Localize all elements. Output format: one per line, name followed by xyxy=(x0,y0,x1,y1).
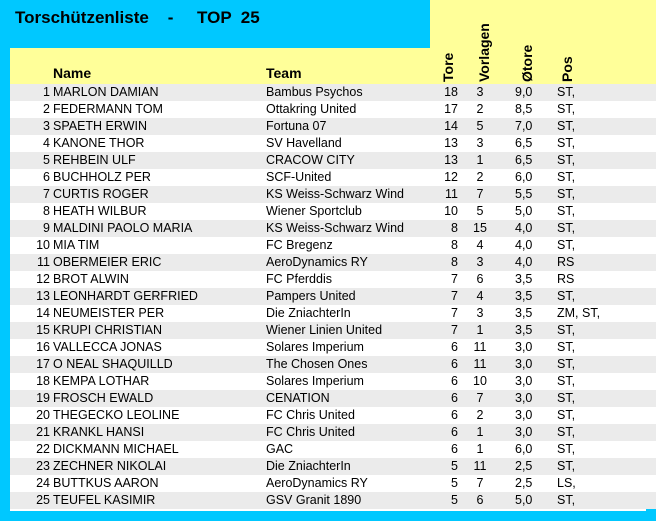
rank-cell: 12 xyxy=(36,272,50,286)
goals-cell: 5 xyxy=(451,493,458,507)
table-body xyxy=(10,84,656,509)
player-name-cell: MIA TIM xyxy=(53,238,100,252)
goals-cell: 8 xyxy=(451,221,458,235)
table-row xyxy=(10,254,656,271)
team-cell: Pampers United xyxy=(266,289,356,303)
average-cell: 5,0 xyxy=(515,493,533,507)
goals-cell: 7 xyxy=(451,306,458,320)
average-cell: 8,5 xyxy=(515,102,533,116)
rank-cell: 17 xyxy=(36,357,50,371)
assists-cell: 2 xyxy=(476,170,484,184)
table-row xyxy=(10,271,656,288)
goals-cell: 6 xyxy=(451,442,458,456)
position-cell: ST, xyxy=(557,357,576,371)
goals-cell: 7 xyxy=(451,289,458,303)
rank-cell: 22 xyxy=(36,442,50,456)
page-title xyxy=(15,6,260,30)
table-row xyxy=(10,322,656,339)
assists-cell: 15 xyxy=(473,221,487,235)
table-row xyxy=(10,203,656,220)
team-cell: Die ZniachterIn xyxy=(266,306,351,320)
assists-cell: 11 xyxy=(473,459,487,473)
rank-cell: 2 xyxy=(43,102,50,116)
rank-cell: 8 xyxy=(43,204,50,218)
team-cell: Wiener Linien United xyxy=(266,323,383,337)
position-cell: ST, xyxy=(557,85,576,99)
assists-cell: 11 xyxy=(473,357,487,371)
position-cell: ST, xyxy=(557,289,576,303)
table-row xyxy=(10,390,656,407)
goals-cell: 5 xyxy=(451,476,458,490)
average-cell: 3,0 xyxy=(515,374,533,388)
position-cell: ST, xyxy=(557,238,576,252)
goals-cell: 6 xyxy=(451,357,458,371)
assists-cell: 7 xyxy=(476,391,484,405)
goals-cell: 8 xyxy=(451,238,458,252)
team-cell: CENATION xyxy=(266,391,330,405)
player-name-cell: SPAETH ERWIN xyxy=(53,119,147,133)
average-cell: 6,0 xyxy=(515,442,533,456)
team-cell: Solares Imperium xyxy=(266,374,364,388)
assists-cell: 5 xyxy=(476,119,484,133)
table-row xyxy=(10,356,656,373)
goals-cell: 8 xyxy=(451,255,458,269)
average-cell: 3,5 xyxy=(515,289,533,303)
rank-cell: 6 xyxy=(43,170,50,184)
rank-cell: 24 xyxy=(36,476,50,490)
team-cell: Fortuna 07 xyxy=(266,119,327,133)
position-cell: ST, xyxy=(557,153,576,167)
position-cell: ST, xyxy=(557,442,576,456)
team-cell: KS Weiss-Schwarz Wind xyxy=(266,187,404,201)
assists-cell: 1 xyxy=(476,323,484,337)
rank-cell: 15 xyxy=(36,323,50,337)
team-cell: Die ZniachterIn xyxy=(266,459,351,473)
goals-cell: 13 xyxy=(444,153,458,167)
goals-cell: 17 xyxy=(444,102,458,116)
rank-cell: 11 xyxy=(37,255,50,269)
assists-cell: 11 xyxy=(473,340,487,354)
assists-cell: 5 xyxy=(476,204,484,218)
team-cell: Ottakring United xyxy=(266,102,357,116)
goals-cell: 7 xyxy=(451,323,458,337)
position-cell: ST, xyxy=(557,459,576,473)
position-cell: ST, xyxy=(557,221,576,235)
goals-cell: 18 xyxy=(444,85,458,99)
average-cell: 7,0 xyxy=(515,119,533,133)
average-cell: 6,5 xyxy=(515,136,533,150)
assists-cell: 1 xyxy=(476,442,484,456)
goals-cell: 6 xyxy=(451,340,458,354)
goals-cell: 6 xyxy=(451,391,458,405)
rank-cell: 7 xyxy=(43,187,50,201)
player-name-cell: BROT ALWIN xyxy=(53,272,129,286)
assists-cell: 6 xyxy=(476,493,484,507)
average-cell: 3,0 xyxy=(515,425,533,439)
player-name-cell: ZECHNER NIKOLAI xyxy=(53,459,167,473)
assists-cell: 2 xyxy=(476,102,484,116)
position-cell: RS xyxy=(557,255,575,269)
position-cell: ST, xyxy=(557,102,576,116)
assists-cell: 4 xyxy=(476,289,484,303)
position-cell: ZM, ST, xyxy=(557,306,601,320)
rank-cell: 3 xyxy=(43,119,50,133)
table-row xyxy=(10,424,656,441)
rank-cell: 16 xyxy=(36,340,50,354)
title-subtitle: TOP 25 xyxy=(197,8,260,27)
team-cell: The Chosen Ones xyxy=(266,357,368,371)
rank-cell: 10 xyxy=(36,238,50,252)
average-cell: 2,5 xyxy=(515,476,533,490)
average-cell: 5,5 xyxy=(515,187,533,201)
assists-cell: 7 xyxy=(476,476,484,490)
table-row xyxy=(10,458,656,475)
player-name-cell: LEONHARDT GERFRIED xyxy=(53,289,198,303)
average-cell: 3,5 xyxy=(515,306,533,320)
position-cell: ST, xyxy=(557,408,576,422)
column-header-tore: Tore xyxy=(440,52,456,82)
goals-cell: 5 xyxy=(451,459,458,473)
position-cell: ST, xyxy=(557,374,576,388)
team-cell: KS Weiss-Schwarz Wind xyxy=(266,221,404,235)
player-name-cell: DICKMANN MICHAEL xyxy=(53,442,179,456)
rank-cell: 25 xyxy=(36,493,50,507)
team-cell: AeroDynamics RY xyxy=(266,255,368,269)
average-cell: 3,5 xyxy=(515,272,533,286)
player-name-cell: NEUMEISTER PER xyxy=(53,306,165,320)
player-name-cell: KRANKL HANSI xyxy=(53,425,145,439)
team-cell: SV Havelland xyxy=(266,136,342,150)
team-cell: Bambus Psychos xyxy=(266,85,363,99)
goals-cell: 6 xyxy=(451,374,458,388)
position-cell: ST, xyxy=(557,204,576,218)
position-cell: ST, xyxy=(557,323,576,337)
player-name-cell: REHBEIN ULF xyxy=(53,153,136,167)
title-separator: - xyxy=(167,8,174,27)
column-header-name: Name xyxy=(53,65,92,81)
player-name-cell: OBERMEIER ERIC xyxy=(53,255,162,269)
team-cell: GAC xyxy=(266,442,294,456)
team-cell: FC Chris United xyxy=(266,408,355,422)
player-name-cell: BUCHHOLZ PER xyxy=(53,170,151,184)
team-cell: FC Bregenz xyxy=(266,238,333,252)
rank-cell: 1 xyxy=(43,85,50,99)
assists-cell: 6 xyxy=(476,272,484,286)
goals-cell: 11 xyxy=(445,187,458,201)
table-row xyxy=(10,101,656,118)
position-cell: RS xyxy=(557,272,575,286)
team-cell: FC Pferddis xyxy=(266,272,332,286)
table-row xyxy=(10,475,656,492)
position-cell: ST, xyxy=(557,493,576,507)
assists-cell: 10 xyxy=(473,374,487,388)
rank-cell: 23 xyxy=(36,459,50,473)
team-cell: SCF-United xyxy=(266,170,332,184)
average-cell: 3,5 xyxy=(515,323,533,337)
player-name-cell: CURTIS ROGER xyxy=(53,187,149,201)
position-cell: ST, xyxy=(557,136,576,150)
average-cell: 3,0 xyxy=(515,391,533,405)
average-cell: 3,0 xyxy=(515,340,533,354)
assists-cell: 3 xyxy=(476,306,484,320)
average-cell: 6,0 xyxy=(515,170,533,184)
table-row xyxy=(10,492,656,509)
table-row xyxy=(10,118,656,135)
table-row xyxy=(10,84,656,101)
rank-cell: 9 xyxy=(43,221,50,235)
player-name-cell: HEATH WILBUR xyxy=(53,204,147,218)
goals-cell: 7 xyxy=(451,272,458,286)
column-header-team: Team xyxy=(266,65,302,81)
position-cell: ST, xyxy=(557,391,576,405)
scorer-table xyxy=(10,23,646,511)
goals-cell: 6 xyxy=(451,425,458,439)
assists-cell: 3 xyxy=(476,255,484,269)
position-cell: ST, xyxy=(557,340,576,354)
average-cell: 4,0 xyxy=(515,221,533,235)
position-cell: LS, xyxy=(557,476,576,490)
assists-cell: 4 xyxy=(476,238,484,252)
table-row xyxy=(10,305,656,322)
player-name-cell: THEGECKO LEOLINE xyxy=(53,408,180,422)
position-cell: ST, xyxy=(557,425,576,439)
assists-cell: 1 xyxy=(476,153,484,167)
team-cell: AeroDynamics RY xyxy=(266,476,368,490)
team-cell: Solares Imperium xyxy=(266,340,364,354)
team-cell: CRACOW CITY xyxy=(266,153,355,167)
position-cell: ST, xyxy=(557,119,576,133)
rank-cell: 5 xyxy=(43,153,50,167)
player-name-cell: FROSCH EWALD xyxy=(53,391,154,405)
rank-cell: 19 xyxy=(36,391,50,405)
player-name-cell: TEUFEL KASIMIR xyxy=(53,493,156,507)
position-cell: ST, xyxy=(557,187,576,201)
assists-cell: 3 xyxy=(476,85,484,99)
table-row xyxy=(10,135,656,152)
player-name-cell: MARLON DAMIAN xyxy=(53,85,159,99)
player-name-cell: MALDINI PAOLO MARIA xyxy=(53,221,193,235)
player-name-cell: KANONE THOR xyxy=(53,136,145,150)
table-row xyxy=(10,186,656,203)
table-row xyxy=(10,288,656,305)
table-row xyxy=(10,152,656,169)
table-row xyxy=(10,407,656,424)
assists-cell: 2 xyxy=(476,408,484,422)
assists-cell: 1 xyxy=(476,425,484,439)
average-cell: 5,0 xyxy=(515,204,533,218)
rank-cell: 18 xyxy=(36,374,50,388)
goals-cell: 12 xyxy=(444,170,458,184)
rank-cell: 14 xyxy=(36,306,50,320)
rank-cell: 4 xyxy=(43,136,50,150)
goals-cell: 6 xyxy=(451,408,458,422)
average-cell: 3,0 xyxy=(515,357,533,371)
player-name-cell: O NEAL SHAQUILLD xyxy=(53,357,173,371)
average-cell: 4,0 xyxy=(515,238,533,252)
table-row xyxy=(10,441,656,458)
goals-cell: 10 xyxy=(444,204,458,218)
rank-cell: 13 xyxy=(36,289,50,303)
team-cell: Wiener Sportclub xyxy=(266,204,362,218)
assists-cell: 3 xyxy=(476,136,484,150)
team-cell: FC Chris United xyxy=(266,425,355,439)
rank-cell: 21 xyxy=(36,425,50,439)
table-row xyxy=(10,237,656,254)
average-cell: 3,0 xyxy=(515,408,533,422)
table-row xyxy=(10,373,656,390)
player-name-cell: KEMPA LOTHAR xyxy=(53,374,150,388)
player-name-cell: KRUPI CHRISTIAN xyxy=(53,323,163,337)
position-cell: ST, xyxy=(557,170,576,184)
goals-cell: 13 xyxy=(444,136,458,150)
column-header-vorlagen: Vorlagen xyxy=(476,23,492,82)
table-row xyxy=(10,339,656,356)
table-header xyxy=(10,23,656,84)
header-highlight xyxy=(430,0,656,48)
player-name-cell: FEDERMANN TOM xyxy=(53,102,163,116)
average-cell: 2,5 xyxy=(515,459,533,473)
average-cell: 9,0 xyxy=(515,85,533,99)
assists-cell: 7 xyxy=(476,187,484,201)
goals-cell: 14 xyxy=(444,119,458,133)
player-name-cell: VALLECCA JONAS xyxy=(53,340,162,354)
rank-cell: 20 xyxy=(36,408,50,422)
title-text: Torschützenliste xyxy=(15,8,149,27)
average-cell: 4,0 xyxy=(515,255,533,269)
column-header-pos: Pos xyxy=(559,56,575,82)
column-header-avg: Øtore xyxy=(519,44,535,82)
team-cell: GSV Granit 1890 xyxy=(266,493,362,507)
player-name-cell: BUTTKUS AARON xyxy=(53,476,159,490)
table-row xyxy=(10,220,656,237)
table-row xyxy=(10,169,656,186)
average-cell: 6,5 xyxy=(515,153,533,167)
